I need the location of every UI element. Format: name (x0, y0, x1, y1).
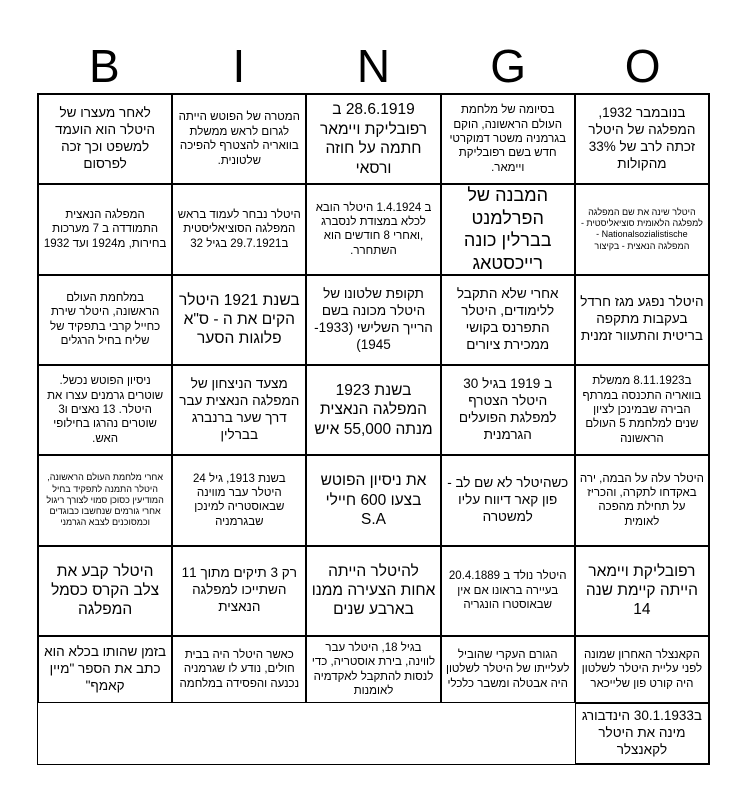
bingo-cell (441, 636, 575, 704)
bingo-cell (172, 365, 306, 455)
bingo-cell (38, 94, 172, 184)
bingo-cell (38, 546, 172, 636)
bingo-cell (172, 455, 306, 545)
bingo-cell (306, 636, 440, 704)
cell-text: ב 1.4.1924 היטלר הובא לכלא במצודת לנסברג ,ואחרי 8 חודשים הוא השתחרר. (315, 201, 432, 257)
bingo-cell (575, 184, 709, 274)
cell-text: לאחר מעצרו של היטלר הוא הועמד למשפט וכך זכה לפרסום (55, 105, 156, 172)
bingo-cell (575, 703, 709, 764)
bingo-cell (575, 275, 709, 365)
header-letter-g: G (490, 40, 526, 92)
cell-text: בנובמבר 1932, המפלגה של היטלר זכתה לרב של 33% מהקולות (588, 105, 696, 172)
bingo-cell (172, 94, 306, 184)
bingo-cell (306, 546, 440, 636)
cell-text: הגורם העקרי שהוביל לעלייתו של היטלר לשלטון היה אבטלה ומשבר כלכלי (445, 649, 570, 690)
bingo-cell (172, 636, 306, 704)
cell-text: את ניסיון הפוטש בצעו 600 חיילי S.A (320, 472, 427, 529)
cell-text: ב30.1.1933 הינדבורג מינה את היטלר לקאנצלר (581, 708, 702, 758)
cell-text: אחרי שלא התקבל ללימודים, היטלר התפרנס בקושי ממכירת ציורים (456, 286, 559, 352)
cell-text: הקאנצלר האחרון שמונה לפני עליית היטלר לשלטון היה קורט פון שלייכאר (581, 649, 703, 690)
bingo-cell (575, 636, 709, 704)
cell-text: כשהיטלר לא שם לב - פון קאר דיווח עליו למשטרה (447, 475, 569, 524)
cell-text: המפלגה הנאצית התמודדה ב 7 מערכות בחירות, מ1924 ועד 1932 (43, 208, 167, 250)
bingo-cell (441, 455, 575, 545)
bingo-cell (306, 275, 440, 365)
bingo-cell (575, 94, 709, 184)
bingo-cell (38, 636, 172, 704)
bingo-cell (306, 94, 440, 184)
cell-text: רק 3 תיקים מתוך 11 השתייכו למפלגה הנאצית (181, 565, 297, 615)
cell-text: היטלר קבע את צלב הקרס כסמל המפלגה (51, 562, 160, 619)
bingo-cell (172, 184, 306, 274)
cell-text: מצעד הניצחון של המפלגה הנאצית עבר דרך שער ברנברג בברלין (179, 376, 300, 442)
header-letter-b: B (88, 40, 120, 92)
cell-text: המטרה של הפוטש הייתה לגרום לראש ממשלת בוואריה להצטרף להפיכה שלטונית. (178, 111, 300, 167)
bingo-cell (38, 275, 172, 365)
cell-text: בזמן שהותו בכלא הוא כתב את הספר "מיין קאמף" (44, 644, 167, 694)
bingo-cell (306, 184, 440, 274)
bingo-header (37, 36, 710, 96)
cell-text: בסיומה של מלחמת העולם הראשונה, הוקם בגרמניה משטר דמוקרטי חדש בשם רפובליקת ויימאר. (449, 104, 566, 174)
bingo-cell (306, 365, 440, 455)
bingo-cell (172, 546, 306, 636)
cell-text: רפובליקת ויימאר הייתה קיימת שנה 14 (585, 562, 698, 619)
cell-text: בשנת 1923 המפלגה הנאצית מנתה 55,000 איש (314, 382, 433, 438)
header-letter-o: O (624, 40, 661, 92)
cell-text: בגיל 18, היטלר עבר לווינה, בירת אוסטריה, כדי לנסות להתקבל לאקדמיה לאומנות (311, 641, 436, 697)
bingo-cell (441, 275, 575, 365)
cell-text: היטלר נפגע מגז חרדל בעקבות מתקפה בריטית והתעוור זמנית (580, 294, 704, 344)
bingo-cell (38, 455, 172, 545)
bingo-cell (306, 455, 440, 545)
cell-text: בשנת 1913, גיל 24 היטלר עבר מווינה שבאוסטריה למינכן שבגרמניה (193, 472, 286, 528)
cell-text: 28.6.1919 ב רפובליקת ויימאר חתמה על חוזה ורסאי (319, 101, 428, 177)
cell-text: ניסיון הפוטש נכשל. שוטרים גרמנים עצרו את היטלר. 13 נאצים ו3 שוטרים נהרגו בחילופי האש. (47, 375, 164, 445)
bingo-cell (441, 94, 575, 184)
bingo-cell (575, 365, 709, 455)
cell-text: היטלר עלה על הבמה, ירה באקדחו לתקרה, והכריז על תחילת מהפכה לאומית (579, 472, 704, 528)
bingo-cell (441, 365, 575, 455)
cell-text: בשנת 1921 היטלר הקים את ה - ס"א פלוגות הסער (179, 291, 300, 348)
cell-text: המבנה של הפרלמנט בברלין כונה רייכסטאג (463, 185, 552, 273)
header-letter-n: N (356, 40, 391, 92)
cell-text: היטלר נבחר לעמוד בראש המפלגה הסוציאליסטית ב29.7.1921 בגיל 32 (177, 208, 301, 250)
cell-text: אחרי מלחמת העולם הראשונה, היטלר התמנה לתפקיד בחיל המודיעין כסוכן סמוי לצורך ריגול אחרי גורמים שנחשבו כבוגדים וכמסוכנים לצבא הגרמני (46, 472, 164, 528)
header-letter-i: I (232, 40, 246, 92)
cell-text: כאשר היטלר היה בבית חולים, נודע לו שגרמניה נכנעה והפסידה במלחמה (179, 649, 300, 690)
cell-text: היטלר שינה את שם המפלגה למפלגה הלאומית סוציאליסטית - Nationalsozialistische - המפלגה הנאצית - בקיצור (580, 206, 703, 251)
cell-text: היטלר נולד ב 20.4.1889 בעיירה בראונו אם אין שבאוסטרו הונגריה (448, 570, 567, 611)
bingo-cell (441, 184, 575, 274)
cell-text: להיטלר הייתה אחות הצעירה ממנו בארבע שנים (311, 562, 436, 619)
cell-text: ב8.11.1923 ממשלת בוואריה התכנסה במרתף הבירה שבמינכן לציון שנים למלחמת 5 העולם הראשונה (582, 375, 702, 445)
bingo-cell (38, 184, 172, 274)
bingo-cell (172, 275, 306, 365)
cell-text: ב 1919 בגיל 30 היטלר הצטרף למפלגת הפועלים הגרמנית (458, 376, 557, 442)
bingo-board (37, 93, 710, 765)
cell-text: במלחמת העולם הראשונה, היטלר שירת כחייל קרבי בתפקיד של שליח בחיל הרגלים (50, 292, 161, 348)
bingo-cell (38, 365, 172, 455)
bingo-cell (575, 455, 709, 545)
cell-text: תקופת שלטונו של היטלר מכונה בשם הרייך השלישי (1933- 1945) (314, 286, 433, 352)
bingo-cell (575, 546, 709, 636)
bingo-cell (441, 546, 575, 636)
